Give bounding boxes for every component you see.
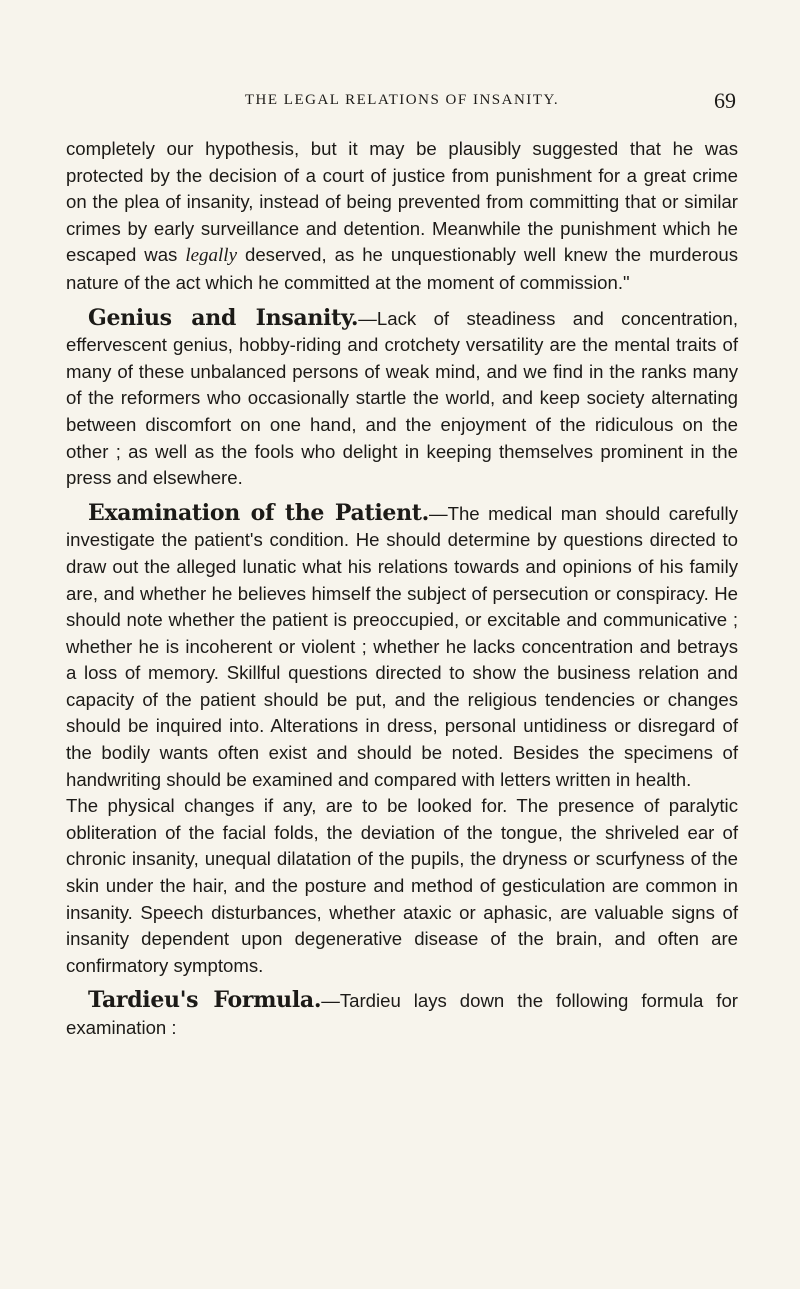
paragraph-physical-changes: The physical changes if any, are to be looked for. The presence of paralytic obliteration of the facial folds, the deviation of the tongue, the shriveled ear of chronic insanity, unequal dilatation of the pupils, the dryness or scurfyness of the skin under the hair, and the posture and method of gesticulation are common in insanity. Speech disturbances, whether ataxic or aphasic, are valuable signs of insanity dependent upon degenerative disease of the brain, and often are confirmatory symptoms. xyxy=(66,795,738,976)
paragraph-examination xyxy=(66,500,738,794)
running-head xyxy=(66,88,738,122)
paragraph-genius-insanity xyxy=(66,305,738,492)
page-number: 69 xyxy=(714,88,736,113)
paragraph-text: —The medical man should carefully investigate the patient's condition. He should determine by questions directed to draw out the alleged lunatic what his relations towards and opinions of his family are, and whether he believes himself the subject of persecution or conspiracy. He should note whether the patient is preoccupied, or excitable and communicative ; whether he is incoherent or violent ; whether he lacks concentration and betrays a loss of memory. Skillful questions directed to show the business relation and capacity of the patient should be put, and the religious tendencies or changes should be inquired into. Alterations in dress, personal untidiness or disregard of the bodily wants often exist and should be noted. Besides the specimens of handwriting should be examined and compared with letters written in health. xyxy=(66,502,738,790)
section-heading-tardieu: Tardieu's Formula. xyxy=(88,987,322,1014)
paragraph-text: completely our hypothesis, but it may be plausibly suggested that he was protected by the decision of a court of justice from punishment for a great crime on the plea of insanity, instead of being prevented from committing that or similar crimes by early surveillance and detention. Meanwhile the punishment which he escaped was xyxy=(66,138,738,266)
section-heading-examination: Examination of the Patient. xyxy=(88,499,429,526)
paragraph-quote-ending xyxy=(66,136,738,297)
italic-word: legally xyxy=(185,245,238,267)
running-title: THE LEGAL RELATIONS OF INSANITY. xyxy=(244,92,560,108)
paragraph-text: —Lack of steadiness and concentration, effervescent genius, hobby-riding and crotchety versatility are the mental traits of many of these unbalanced persons of weak mind, and we find in the ranks many of the reformers who occasionally startle the world, and keep society alternating between discomfort on one hand, and the enjoyment of the ridiculous on the other ; as well as the fools who delight in keeping themselves prominent in the press and elsewhere. xyxy=(66,307,738,489)
section-heading-genius: Genius and Insanity. xyxy=(88,304,359,331)
paragraph-tardieu xyxy=(66,987,738,1041)
paragraph-text: —Tardieu lays down the following formula for examination : xyxy=(66,990,738,1038)
book-page xyxy=(66,88,738,1042)
paragraph-text: deserved, as he unquestionably well knew the murderous nature of the act which he committed at the moment of commission." xyxy=(66,244,738,293)
